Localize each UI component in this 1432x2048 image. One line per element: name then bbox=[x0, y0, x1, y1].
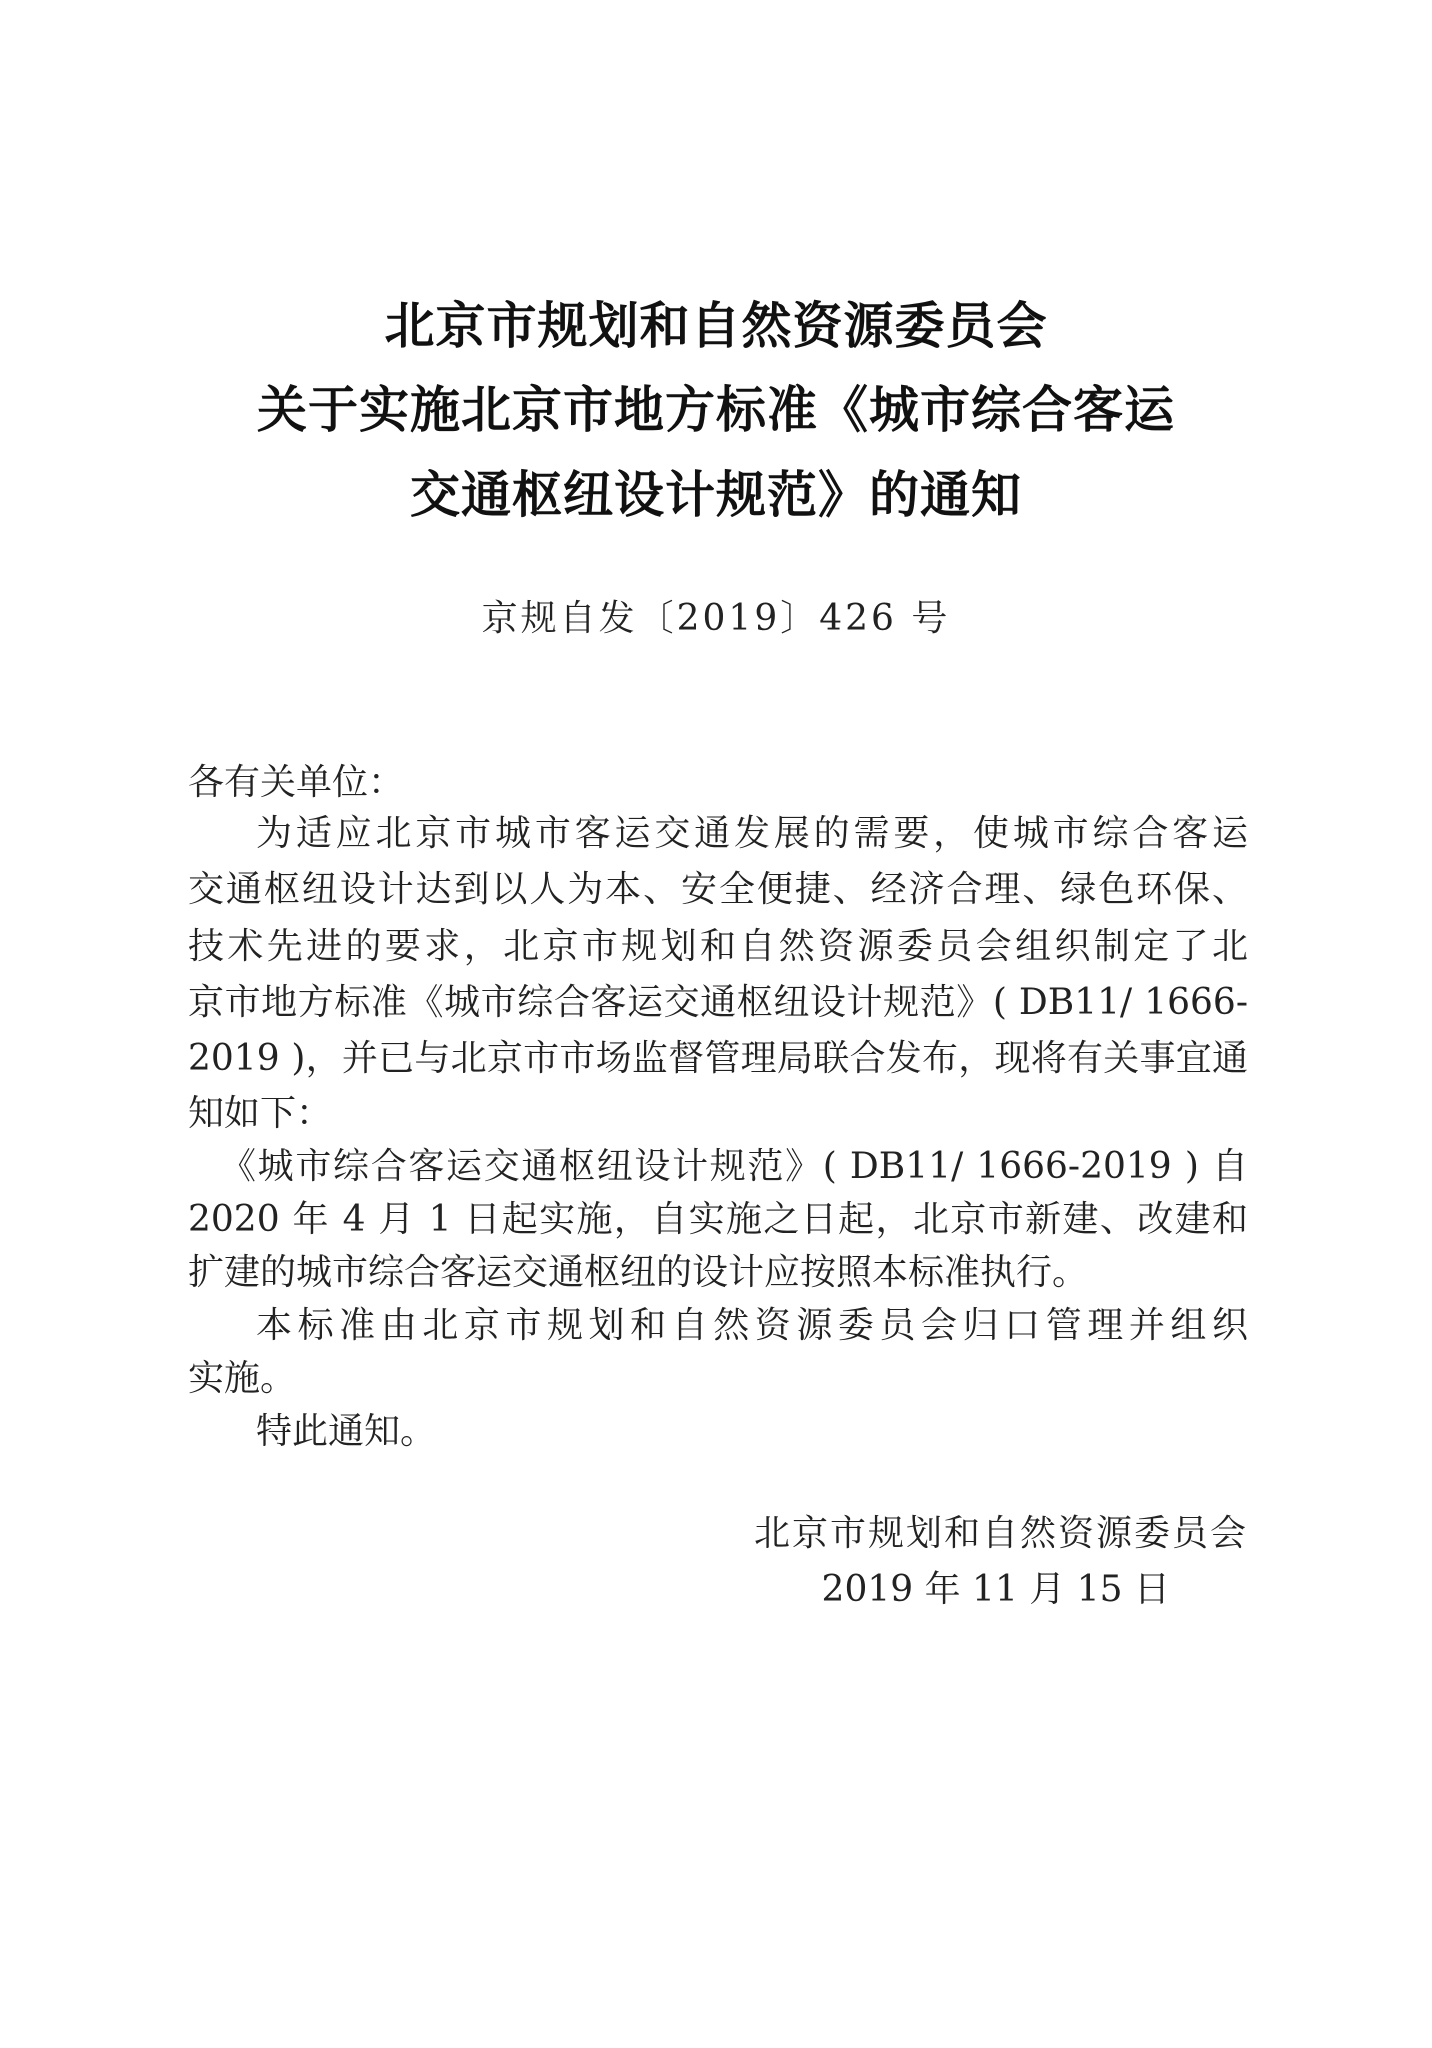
body-line: 本标准由北京市规划和自然资源委员会归口管理并组织 bbox=[256, 1305, 1248, 1346]
title-line-1: 北京市规划和自然资源委员会 bbox=[384, 297, 1048, 355]
body-line: 交通枢纽设计达到以人为本、安全便捷、经济合理、绿色环保、 bbox=[188, 869, 1248, 910]
signature-date: 2019 年 11 月 15 日 bbox=[821, 1569, 1170, 1610]
salutation: 各有关单位： bbox=[188, 762, 405, 803]
body-line: 2019 )，并已与北京市市场监督管理局联合发布，现将有关事宜通 bbox=[188, 1038, 1248, 1079]
document-number: 京规自发〔2019〕426 号 bbox=[481, 598, 951, 639]
body-line: 技术先进的要求，北京市规划和自然资源委员会组织制定了北 bbox=[188, 926, 1248, 967]
body-line: 扩建的城市综合客运交通枢纽的设计应按照本标准执行。 bbox=[188, 1252, 1089, 1293]
body-line: 2020 年 4 月 1 日起实施，自实施之日起，北京市新建、改建和 bbox=[188, 1199, 1248, 1240]
signature-issuer: 北京市规划和自然资源委员会 bbox=[753, 1513, 1248, 1554]
body-line: 知如下： bbox=[188, 1093, 333, 1134]
body-line: 为适应北京市城市客运交通发展的需要，使城市综合客运 bbox=[256, 813, 1248, 854]
body-line: 特此通知。 bbox=[256, 1411, 437, 1452]
title-line-3: 交通枢纽设计规范》的通知 bbox=[410, 466, 1022, 524]
body-line: 《城市综合客运交通枢纽设计规范》( DB11/ 1666-2019 ) 自 bbox=[220, 1146, 1248, 1187]
title-line-2: 关于实施北京市地方标准《城市综合客运 bbox=[257, 381, 1175, 439]
body-line: 实施。 bbox=[188, 1358, 297, 1399]
body-line: 京市地方标准《城市综合客运交通枢纽设计规范》( DB11/ 1666- bbox=[188, 982, 1248, 1023]
